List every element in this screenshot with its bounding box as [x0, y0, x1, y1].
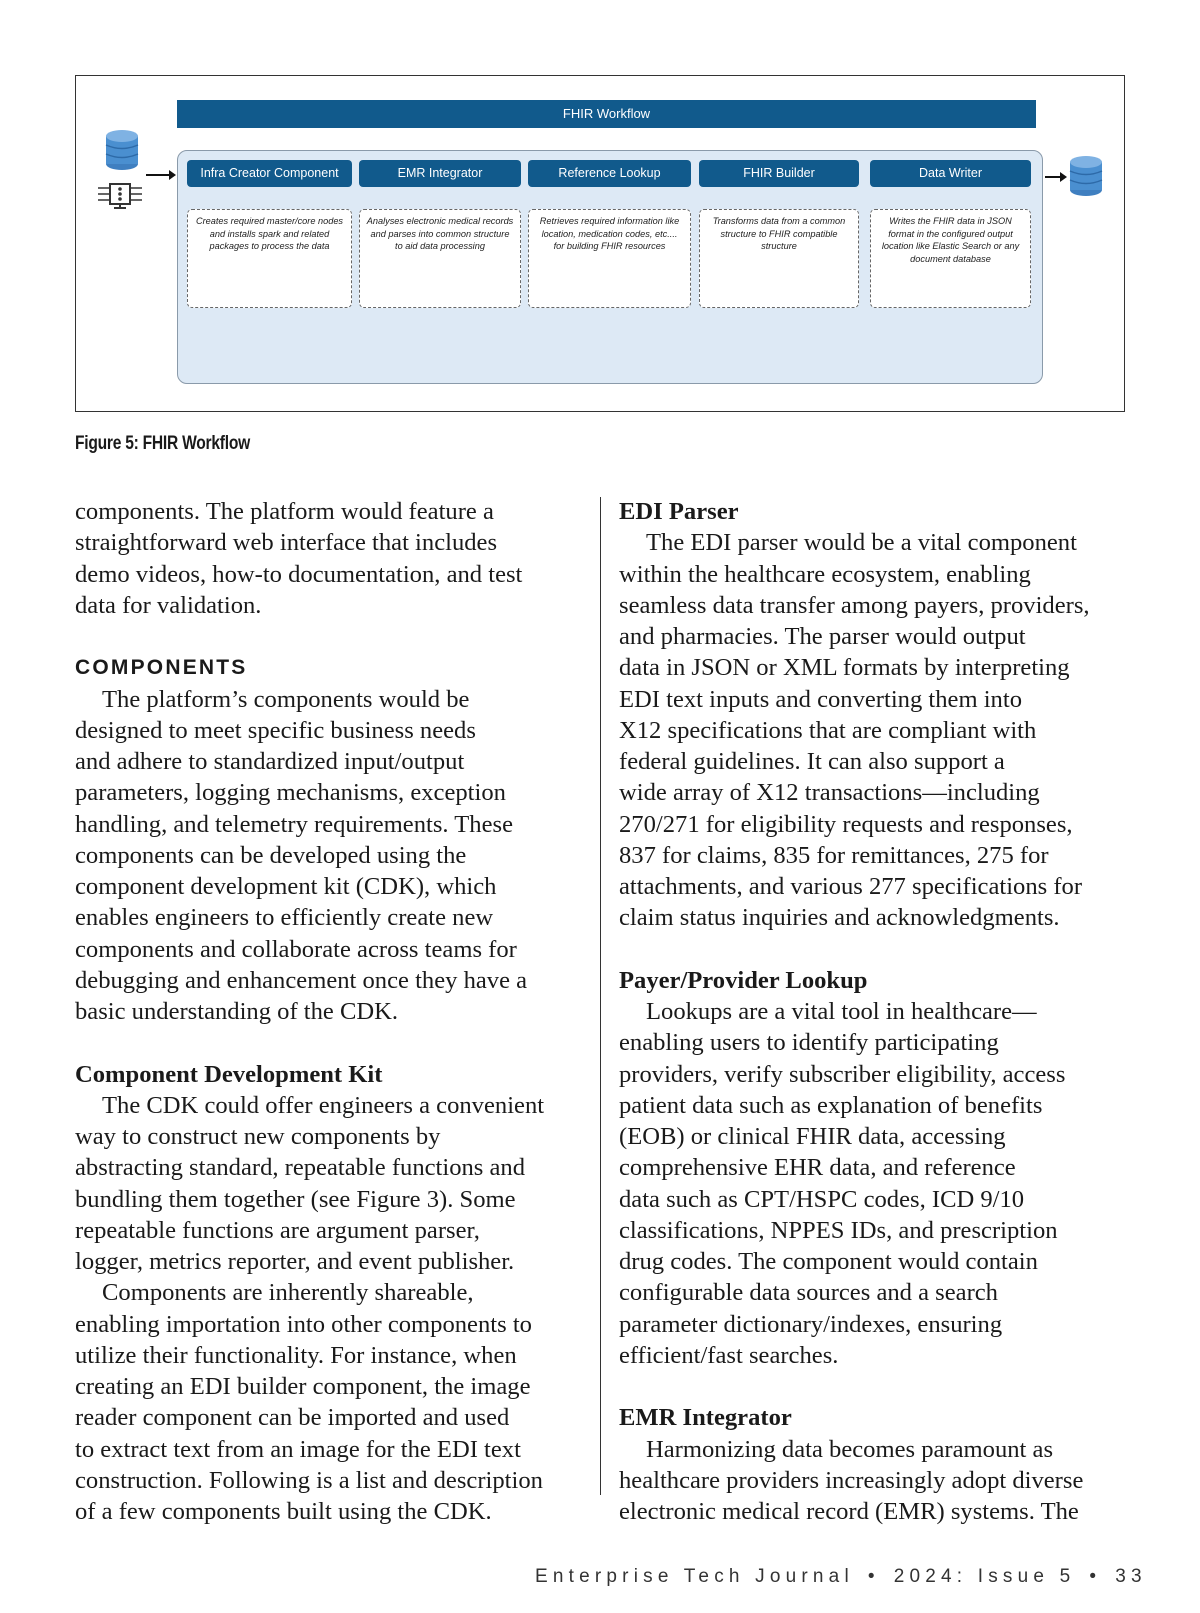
text-line: components can be developed using the [75, 841, 467, 869]
text-line: configurable data sources and a search [619, 1279, 998, 1307]
text-line: basic understanding of the CDK. [75, 998, 399, 1025]
text-line: 270/271 for eligibility requests and responses, [619, 810, 1073, 838]
text-line: construction. Following is a list and description [75, 1466, 543, 1494]
text-line: demo videos, how-to documentation, and test [75, 560, 523, 588]
spacer [619, 934, 1129, 965]
text-line: wide array of X12 transactions—including [619, 779, 1040, 807]
computer-chip-icon [96, 182, 144, 214]
text-line: claim status inquiries and acknowledgments. [619, 904, 1060, 932]
spacer [75, 1027, 585, 1058]
text-line: EDI text inputs and converting them into [619, 685, 1022, 713]
text-line: utilize their functionality. For instance, when [75, 1341, 517, 1369]
subsection-heading: EDI Parser [619, 498, 739, 525]
text-line: data in JSON or XML formats by interpreting [619, 654, 1070, 682]
text-line: efficient/fast searches. [619, 1341, 839, 1369]
step-infra-creator-description: Creates required master/core nodes and installs spark and related packages to process the data [187, 209, 352, 308]
step-reference-lookup-description: Retrieves required information like location, medication codes, etc.... for building FHIR resources [528, 209, 691, 308]
step-data-writer-description: Writes the FHIR data in JSON format in the configured output location like Elastic Search or any document database [870, 209, 1031, 308]
text-line: and adhere to standardized input/output [75, 748, 465, 775]
text-line: way to construct new components by [75, 1123, 441, 1150]
body-paragraph [619, 527, 1129, 933]
step-emr-integrator-title: EMR Integrator [359, 160, 521, 187]
page-number: 33 [1115, 1566, 1147, 1587]
text-line: bundling them together (see Figure 3). Some [75, 1185, 516, 1213]
text-line: component development kit (CDK), which [75, 873, 497, 900]
text-line: healthcare providers increasingly adopt diverse [619, 1466, 1084, 1494]
text-line: The platform’s components would be [102, 685, 470, 713]
text-line: drug codes. The component would contain [619, 1248, 1038, 1275]
arrow-right-icon [146, 174, 174, 176]
text-line: abstracting standard, repeatable functions and [75, 1154, 526, 1182]
database-icon [105, 128, 139, 172]
text-line: designed to meet specific business needs [75, 716, 476, 744]
body-paragraph [75, 1090, 585, 1278]
text-line: federal guidelines. It can also support a [619, 748, 1005, 775]
text-line: reader component can be imported and used [75, 1404, 510, 1432]
text-line: enabling importation into other components to [75, 1310, 532, 1338]
text-line: The EDI parser would be a vital component [646, 529, 1077, 557]
subsection-heading: Payer/Provider Lookup [619, 966, 868, 994]
text-line: (EOB) or clinical FHIR data, accessing [619, 1123, 1006, 1150]
publication-name: Enterprise Tech Journal [535, 1566, 854, 1587]
step-reference-lookup-title: Reference Lookup [528, 160, 691, 187]
text-line: The CDK could offer engineers a convenient [102, 1091, 545, 1119]
step-fhir-builder-title: FHIR Builder [699, 160, 859, 187]
spacer [75, 621, 585, 652]
text-line: within the healthcare ecosystem, enabling [619, 560, 1031, 588]
step-fhir-builder-description: Transforms data from a common structure to FHIR compatible structure [699, 209, 859, 308]
subsection-heading: EMR Integrator [619, 1404, 792, 1432]
text-line: patient data such as explanation of benefits [619, 1091, 1043, 1119]
page-footer [535, 1566, 1147, 1588]
workflow-steps-panel [177, 150, 1043, 384]
text-line: X12 specifications that are compliant with [619, 716, 1037, 744]
section-heading: COMPONENTS [75, 656, 248, 680]
text-line: to extract text from an image for the EDI text [75, 1435, 521, 1463]
right-column [619, 496, 1129, 1527]
text-line: enables engineers to efficiently create new [75, 904, 494, 932]
body-paragraph [619, 1434, 1129, 1528]
text-line: Harmonizing data becomes paramount as [646, 1435, 1054, 1463]
spacer [619, 1371, 1129, 1402]
text-line: data for validation. [75, 591, 262, 619]
fhir-workflow-figure [75, 75, 1125, 412]
text-line: 837 for claims, 835 for remittances, 275 for [619, 841, 1049, 869]
text-line: Lookups are a vital tool in healthcare— [646, 998, 1037, 1025]
workflow-banner-title: FHIR Workflow [177, 100, 1036, 128]
body-paragraph [75, 496, 585, 621]
text-line: creating an EDI builder component, the image [75, 1373, 531, 1400]
separator: • [1089, 1566, 1102, 1587]
text-line: attachments, and various 277 specifications for [619, 873, 1083, 900]
text-line: enabling users to identify participating [619, 1029, 999, 1057]
left-column [75, 496, 585, 1527]
arrow-right-icon [1045, 176, 1065, 178]
issue-label: 2024: Issue 5 [893, 1566, 1076, 1587]
text-line: electronic medical record (EMR) systems. The [619, 1498, 1079, 1525]
database-icon [1069, 154, 1103, 198]
text-line: logger, metrics reporter, and event publisher. [75, 1248, 515, 1275]
text-line: and pharmacies. The parser would output [619, 623, 1026, 650]
text-line: debugging and enhancement once they have a [75, 966, 528, 994]
subsection-heading: Component Development Kit [75, 1060, 383, 1088]
text-line: parameters, logging mechanisms, exception [75, 779, 506, 807]
text-line: components. The platform would feature a [75, 498, 494, 525]
column-divider [600, 497, 601, 1495]
text-line: comprehensive EHR data, and reference [619, 1154, 1016, 1182]
text-line: parameter dictionary/indexes, ensuring [619, 1310, 1003, 1338]
body-paragraph [619, 996, 1129, 1371]
text-line: of a few components built using the CDK. [75, 1498, 492, 1525]
step-infra-creator-title: Infra Creator Component [187, 160, 352, 187]
separator: • [867, 1566, 880, 1587]
text-line: classifications, NPPES IDs, and prescription [619, 1216, 1058, 1244]
text-line: straightforward web interface that includes [75, 529, 498, 557]
step-data-writer-title: Data Writer [870, 160, 1031, 187]
body-paragraph [75, 1277, 585, 1527]
step-emr-integrator-description: Analyses electronic medical records and parses into common structure to aid data processing [359, 209, 521, 308]
text-line: handling, and telemetry requirements. These [75, 810, 513, 838]
text-line: providers, verify subscriber eligibility, access [619, 1060, 1066, 1088]
text-line: repeatable functions are argument parser, [75, 1216, 480, 1244]
text-line: data such as CPT/HSPC codes, ICD 9/10 [619, 1185, 1025, 1213]
figure-caption: Figure 5: FHIR Workflow [75, 433, 250, 454]
text-line: seamless data transfer among payers, providers, [619, 591, 1090, 619]
body-paragraph [75, 684, 585, 1028]
text-line: components and collaborate across teams for [75, 935, 517, 963]
text-line: Components are inherently shareable, [102, 1279, 474, 1307]
